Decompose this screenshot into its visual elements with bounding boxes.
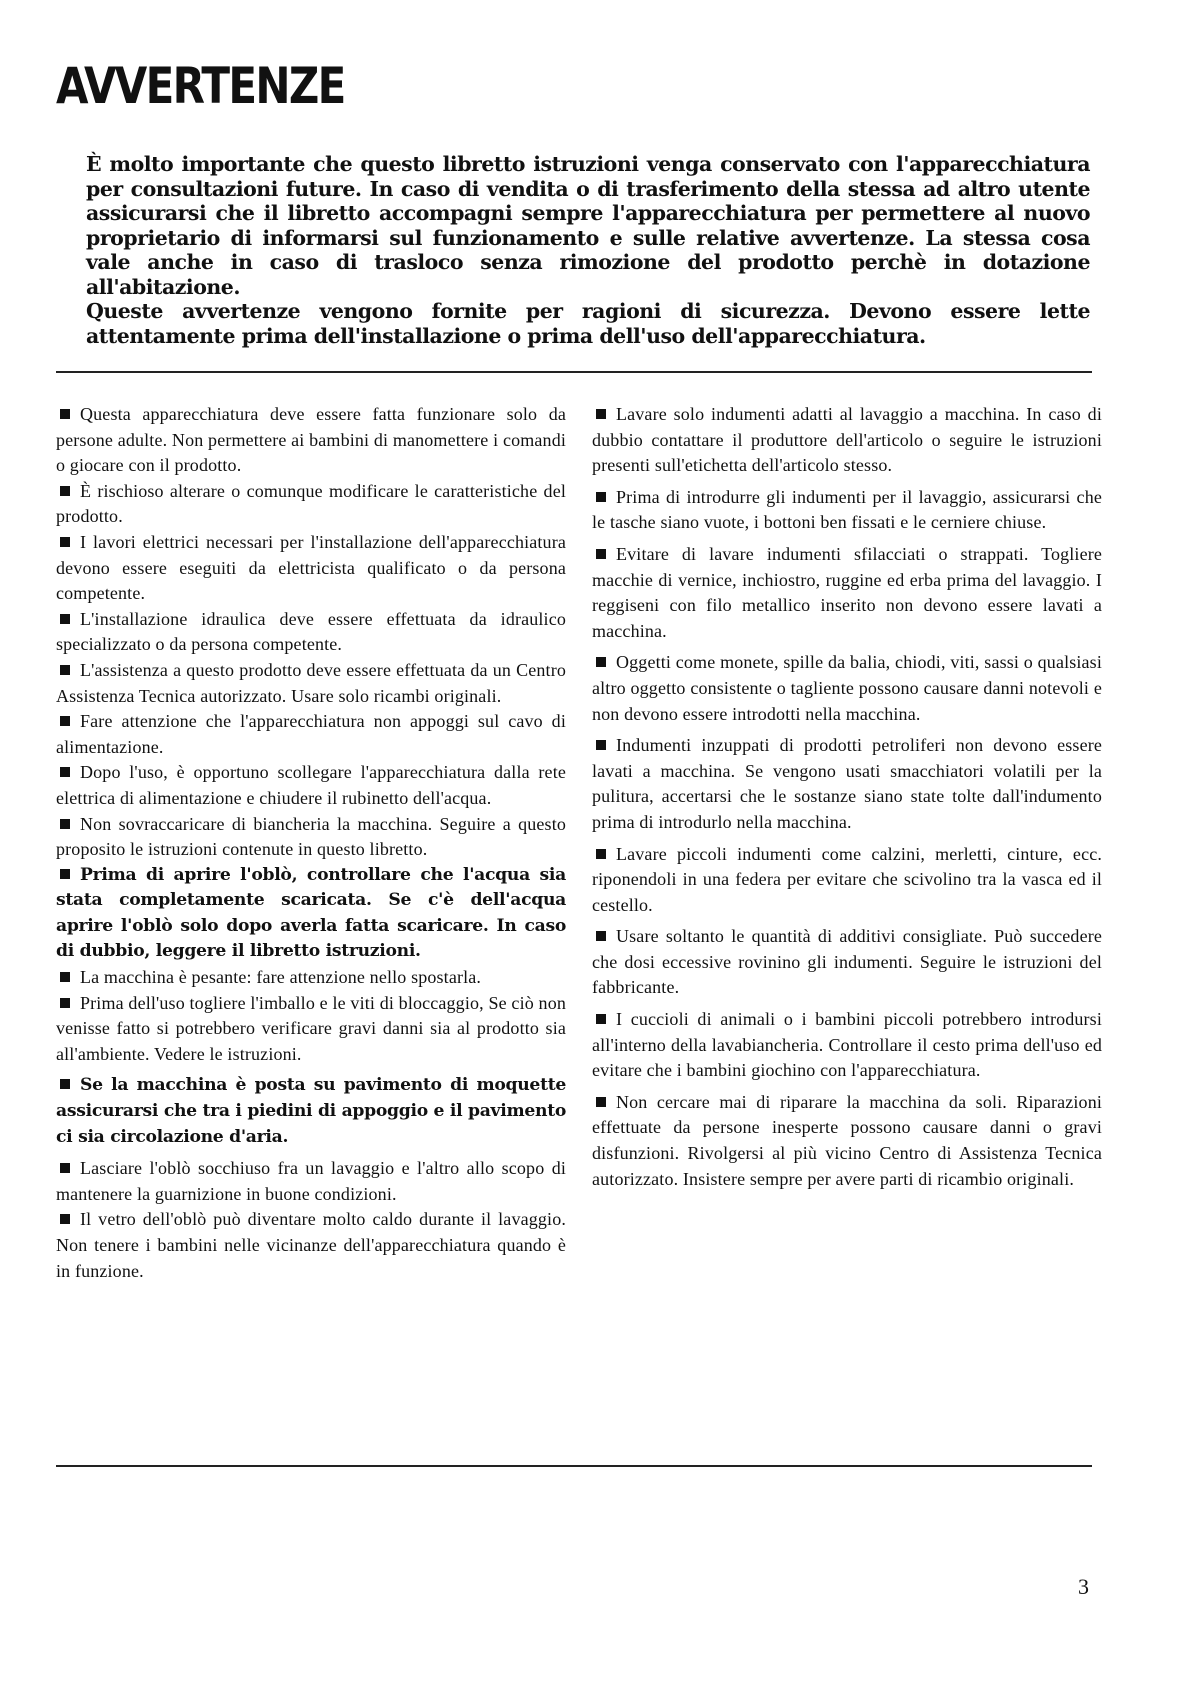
warning-item: L'installazione idraulica deve essere effettuata da idraulico specializzato o da persona competente. bbox=[56, 608, 566, 655]
warning-item: Lavare piccoli indumenti come calzini, merletti, cinture, ecc. riponendoli in una federa per evitare che scivolino tra la vasca ed il cestello. bbox=[592, 843, 1102, 915]
warning-item: Indumenti inzuppati di prodotti petroliferi non devono essere lavati a macchina. Se vengono usati smacchiatori volatili per la pulitura, accertarsi che le sostanze siano state tolte dall'indumento prima di introdurlo nella macchina. bbox=[592, 735, 1102, 832]
square-bullet-icon bbox=[596, 409, 606, 419]
intro-paragraph: È molto importante che questo libretto istruzioni venga conservato con l'apparecchiatura per consultazioni future. In caso di vendita o di trasferimento della stessa ad altro utente assicurarsi che il libretto accompagni sempre l'apparecchiatura per permettere al nuovo proprietario di informarsi sul funzionamento e sulle relative avvertenze. La stessa cosa vale anche in caso di trasloco senza rimozione del prodotto perchè in dotazione all'abitazione. bbox=[86, 152, 1090, 299]
warning-item: Questa apparecchiatura deve essere fatta funzionare solo da persone adulte. Non permettere ai bambini di manomettere i comandi o giocare con il prodotto. bbox=[56, 404, 566, 476]
page-title: AVVERTENZE bbox=[56, 57, 345, 115]
intro-paragraph: Queste avvertenze vengono fornite per ragioni di sicurezza. Devono essere lette attentamente prima dell'installazione o prima dell'uso dell'apparecchiatura. bbox=[86, 299, 1090, 348]
square-bullet-icon bbox=[60, 665, 70, 675]
warning-item: I lavori elettrici necessari per l'installazione dell'apparecchiatura devono essere eseguiti da elettricista qualificato o da persona competente. bbox=[56, 531, 566, 604]
warning-item: Prima di introdurre gli indumenti per il lavaggio, assicurarsi che le tasche siano vuote, i bottoni ben fissati e le cerniere chiuse. bbox=[592, 486, 1102, 533]
square-bullet-icon bbox=[596, 849, 606, 859]
page-number: 3 bbox=[1078, 1574, 1089, 1599]
warning-item: Lavare solo indumenti adatti al lavaggio a macchina. In caso di dubbio contattare il produttore dell'articolo o seguire le istruzioni presenti sull'etichetta dell'articolo stesso. bbox=[592, 404, 1102, 476]
warning-item: Evitare di lavare indumenti sfilacciati o strappati. Togliere macchie di vernice, inchiostro, ruggine ed erba prima del lavaggio. I reggiseni con filo metallico inserito non devono essere lavati a macchina. bbox=[592, 543, 1102, 641]
bottom-divider bbox=[56, 1465, 1092, 1467]
warning-item: Prima dell'uso togliere l'imballo e le viti di bloccaggio, Se ciò non venisse fatto si potrebbero verificare gravi danni sia al prodotto sia all'ambiente. Vedere le istruzioni. bbox=[56, 992, 566, 1064]
warning-item: Usare soltanto le quantità di additivi consigliate. Può succedere che dosi eccessive rovinino gli indumenti. Seguire le istruzioni del fabbricante. bbox=[592, 926, 1102, 998]
square-bullet-icon bbox=[60, 716, 70, 726]
square-bullet-icon bbox=[596, 657, 606, 667]
square-bullet-icon bbox=[60, 1079, 70, 1089]
warning-item: Non cercare mai di riparare la macchina da soli. Riparazioni effettuate da persone inesperte possono causare danni o gravi disfunzioni. Rivolgersi al più vicino Centro di Assistenza Tecnica autorizzato. Insistere sempre per avere parti di ricambio originali. bbox=[592, 1091, 1102, 1189]
top-divider bbox=[56, 371, 1092, 373]
square-bullet-icon bbox=[60, 972, 70, 982]
warning-item: Il vetro dell'oblò può diventare molto caldo durante il lavaggio. Non tenere i bambini nelle vicinanze dell'apparecchiatura quando è in funzione. bbox=[56, 1209, 566, 1281]
intro-block bbox=[86, 152, 1090, 348]
square-bullet-icon bbox=[60, 486, 70, 496]
square-bullet-icon bbox=[60, 537, 70, 547]
warning-item: Non sovraccaricare di biancheria la macchina. Seguire a questo proposito le istruzioni contenute in questo libretto. bbox=[56, 813, 566, 860]
square-bullet-icon bbox=[60, 409, 70, 419]
square-bullet-icon bbox=[60, 1163, 70, 1173]
square-bullet-icon bbox=[596, 1014, 606, 1024]
square-bullet-icon bbox=[60, 767, 70, 777]
left-column bbox=[56, 402, 566, 1284]
warning-item: I cuccioli di animali o i bambini piccoli potrebbero introdursi all'interno della lavabiancheria. Controllare il cesto prima dell'uso ed evitare che i bambini giochino con l'apparecchiatura. bbox=[592, 1009, 1102, 1081]
square-bullet-icon bbox=[60, 1214, 70, 1224]
warning-item: È rischioso alterare o comunque modificare le caratteristiche del prodotto. bbox=[56, 480, 566, 527]
square-bullet-icon bbox=[60, 614, 70, 624]
square-bullet-icon bbox=[596, 492, 606, 502]
right-column bbox=[592, 402, 1102, 1192]
warning-item: Fare attenzione che l'apparecchiatura non appoggi sul cavo di alimentazione. bbox=[56, 711, 566, 757]
warning-item-bold: Prima di aprire l'oblò, controllare che l'acqua sia stata completamente scaricata. Se c'è dell'acqua aprire l'oblò solo dopo averla fatta scaricare. In caso di dubbio, leggere il libretto istruzioni. bbox=[56, 864, 566, 962]
warning-item: Oggetti come monete, spille da balia, chiodi, viti, sassi o qualsiasi altro oggetto consistente o tagliente possono causare danni notevoli e non devono essere introdotti nella macchina. bbox=[592, 652, 1102, 724]
warning-item: La macchina è pesante: fare attenzione nello spostarla. bbox=[56, 965, 566, 991]
square-bullet-icon bbox=[60, 819, 70, 829]
square-bullet-icon bbox=[60, 998, 70, 1008]
square-bullet-icon bbox=[596, 1097, 606, 1107]
warning-item: L'assistenza a questo prodotto deve essere effettuata da un Centro Assistenza Tecnica autorizzato. Usare solo ricambi originali. bbox=[56, 659, 566, 706]
square-bullet-icon bbox=[596, 740, 606, 750]
square-bullet-icon bbox=[596, 549, 606, 559]
square-bullet-icon bbox=[596, 931, 606, 941]
square-bullet-icon bbox=[60, 869, 70, 879]
warning-item: Dopo l'uso, è opportuno scollegare l'apparecchiatura dalla rete elettrica di alimentazione e chiudere il rubinetto dell'acqua. bbox=[56, 762, 566, 808]
warning-item: Lasciare l'oblò socchiuso fra un lavaggio e l'altro allo scopo di mantenere la guarnizione in buone condizioni. bbox=[56, 1158, 566, 1204]
warning-item-bold: Se la macchina è posta su pavimento di moquette assicurarsi che tra i piedini di appoggio e il pavimento ci sia circolazione d'aria. bbox=[56, 1075, 566, 1147]
